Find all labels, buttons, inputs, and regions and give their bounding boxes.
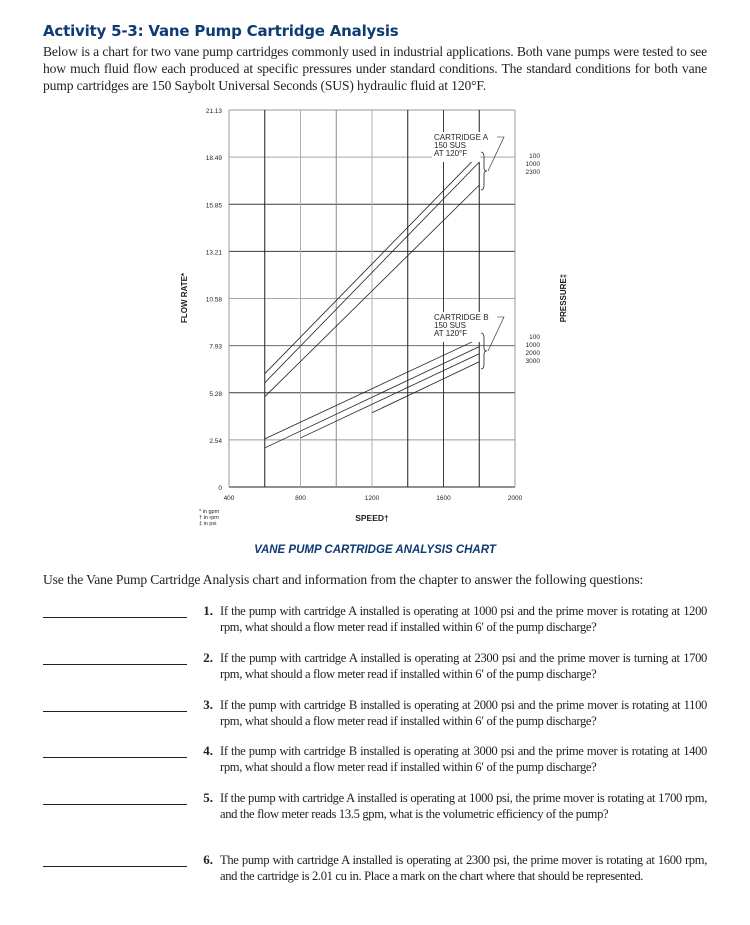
x-axis-label: SPEED† [355, 513, 389, 523]
question-number: 5. [203, 790, 213, 805]
pressure-legend-item: 2300 [525, 169, 540, 176]
pressure-axis-label: PRESSURE‡ [559, 273, 568, 323]
footnote: * in gpm [199, 509, 220, 515]
y-tick-label: 15.85 [205, 202, 222, 210]
answer-blank[interactable] [43, 617, 187, 618]
answer-blank[interactable] [43, 804, 187, 805]
chart-footnotes [199, 509, 220, 527]
series-line [301, 354, 480, 438]
leader-line [488, 137, 504, 171]
x-tick-label: 1200 [364, 495, 380, 502]
footnote: ‡ in psi [199, 521, 217, 527]
pressure-legend-item: 100 [529, 153, 540, 160]
question-number: 1. [203, 603, 213, 618]
answer-blank[interactable] [43, 664, 187, 665]
y-tick-label: 2.54 [209, 437, 222, 445]
question-text: If the pump with cartridge A installed is operating at 2300 psi and the prime mover is turning at 1700 rpm, what should a flow meter read if installed within 6′ of the pump discharge? [220, 651, 707, 681]
y-tick-label: 18.49 [205, 155, 222, 163]
x-axis-ticks [224, 495, 523, 502]
y-axis-label: FLOW RATE* [180, 272, 189, 324]
cartridge-label: CARTRIDGE B [434, 313, 489, 322]
pressure-legend-item: 100 [529, 334, 540, 341]
brace-icon [481, 333, 487, 369]
y-tick-label: 21.13 [205, 108, 222, 115]
question-number: 3. [203, 697, 213, 712]
y-tick-label: 10.58 [205, 296, 222, 304]
x-tick-label: 800 [295, 495, 306, 502]
cartridge-label: 150 SUS [434, 141, 467, 150]
x-tick-label: 400 [223, 495, 235, 502]
footnote: † in rpm [199, 515, 219, 521]
page-title: Activity 5-3: Vane Pump Cartridge Analysis [43, 22, 399, 40]
cartridge-label: 150 SUS [434, 321, 467, 330]
y-tick-label: 5.28 [209, 390, 222, 398]
question-number: 2. [203, 650, 213, 665]
y-tick-label: 0 [218, 485, 222, 492]
answer-blank[interactable] [43, 866, 187, 867]
question-number: 6. [203, 852, 213, 867]
pressure-legend-item: 1000 [525, 342, 540, 349]
series-line [372, 362, 479, 413]
pressure-legend-item: 3000 [525, 358, 540, 365]
cartridge-label: CARTRIDGE A [434, 133, 489, 142]
pressure-legend-item: 1000 [525, 161, 540, 168]
x-tick-label: 2000 [507, 495, 523, 502]
x-tick-label: 1600 [436, 495, 451, 502]
question-text: If the pump with cartridge B installed is operating at 2000 psi and the prime mover is rotating at 1100 rpm, what should a flow meter read if installed within 6′ of the pump discharge? [220, 698, 707, 728]
intro-paragraph: Below is a chart for two vane pump cartridges commonly used in industrial applications. Both vane pumps were tested to see how much fluid flow each produced at specific pressures under standard conditions. The standard conditions for both vane pump cartridges are 150 Saybolt Universal Seconds (SUS) hydraulic fluid at 120°F. [43, 44, 707, 93]
pressure-legend-item: 2000 [525, 350, 540, 357]
chart-grid [229, 110, 515, 487]
chart-annotations [432, 132, 540, 369]
question-text: The pump with cartridge A installed is operating at 2300 psi, the prime mover is rotating at 1600 rpm, and the cartridge is 2.01 cu in. Place a mark on the chart where that should be represented. [220, 853, 707, 883]
question-text: If the pump with cartridge B installed is operating at 3000 psi and the prime mover is rotating at 1400 rpm, what should a flow meter read if installed within 6′ of the pump discharge? [220, 744, 707, 774]
chart-caption: VANE PUMP CARTRIDGE ANALYSIS CHART [254, 544, 496, 556]
brace-icon [481, 152, 487, 190]
y-axis-ticks [206, 108, 223, 492]
cartridge-label: AT 120°F [434, 149, 468, 158]
answer-blank[interactable] [43, 711, 187, 712]
y-tick-label: 7.93 [209, 343, 222, 351]
question-number: 4. [203, 743, 213, 758]
instructions: Use the Vane Pump Cartridge Analysis chart and information from the chapter to answer the following questions: [43, 572, 644, 587]
question-text: If the pump with cartridge A installed is operating at 1000 psi and the prime mover is rotating at 1200 rpm, what should a flow meter read if installed within 6′ of the pump discharge? [220, 604, 707, 634]
y-tick-label: 13.21 [205, 249, 222, 257]
question-text: If the pump with cartridge A installed is operating at 1000 psi, the prime mover is rotating at 1700 rpm, and the flow meter reads 13.5 gpm, what is the volumetric efficiency of the pump? [220, 791, 707, 821]
cartridge-label: AT 120°F [434, 329, 468, 338]
answer-blank[interactable] [43, 757, 187, 758]
